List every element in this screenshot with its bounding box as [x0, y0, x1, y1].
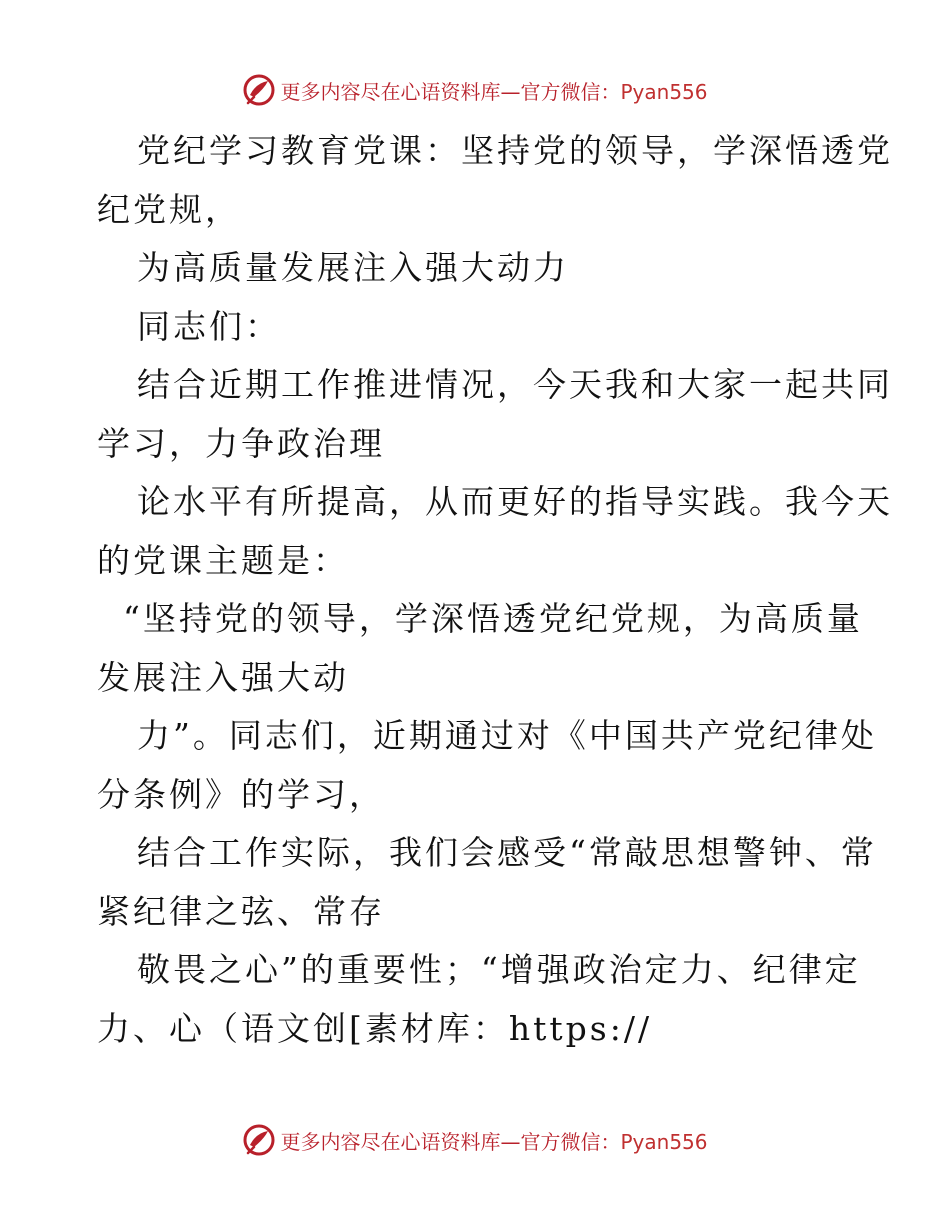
- banner-text: [280, 76, 707, 105]
- paragraph-line: 学习，力争政治理: [97, 423, 385, 463]
- banner-separator: —: [500, 1129, 521, 1154]
- title-line-1: 党纪学习教育党课：坚持党的领导，学深悟透党: [137, 131, 893, 170]
- title-line-3: 为高质量发展注入强大动力: [137, 248, 569, 287]
- paragraph-line: 结合工作实际，我们会感受“常敲思想警钟、常: [137, 833, 877, 872]
- banner-site-name: 更多内容尽在心语资料库: [280, 1129, 501, 1154]
- paragraph-line: 紧纪律之弦、常存: [97, 891, 385, 931]
- paragraph-line: 力”。同志们，近期通过对《中国共产党纪律处: [137, 716, 877, 755]
- paragraph-line: 结合近期工作推进情况，今天我和大家一起共同: [137, 365, 893, 404]
- paragraph-line: 论水平有所提高，从而更好的指导实践。我今天: [137, 482, 893, 521]
- brand-logo-icon: [242, 73, 276, 107]
- title-line-2: 纪党规，: [97, 189, 241, 229]
- banner-text: [280, 1126, 707, 1155]
- paragraph-line: 发展注入强大动: [97, 657, 349, 697]
- banner-wechat-id: Pyan556: [620, 1129, 708, 1154]
- salutation: 同志们：: [137, 306, 281, 346]
- paragraph-line: 分条例》的学习，: [97, 774, 385, 814]
- banner-separator: —: [500, 79, 521, 104]
- header-banner: [0, 70, 950, 110]
- banner-wechat-label: 官方微信：: [520, 79, 621, 104]
- footer-banner: [0, 1120, 950, 1160]
- brand-logo-icon: [242, 1123, 276, 1157]
- banner-wechat-label: 官方微信：: [520, 1129, 621, 1154]
- paragraph-line: “坚持党的领导，学深悟透党纪党规，为高质量: [123, 599, 863, 638]
- paragraph-line: 力、心（语文创[素材库：https://: [97, 1008, 653, 1048]
- banner-wechat-id: Pyan556: [620, 79, 708, 104]
- document-body: [97, 122, 893, 1058]
- paragraph-line: 的党课主题是：: [97, 540, 349, 580]
- banner-site-name: 更多内容尽在心语资料库: [280, 79, 501, 104]
- paragraph-line: 敬畏之心”的重要性；“增强政治定力、纪律定: [137, 950, 861, 989]
